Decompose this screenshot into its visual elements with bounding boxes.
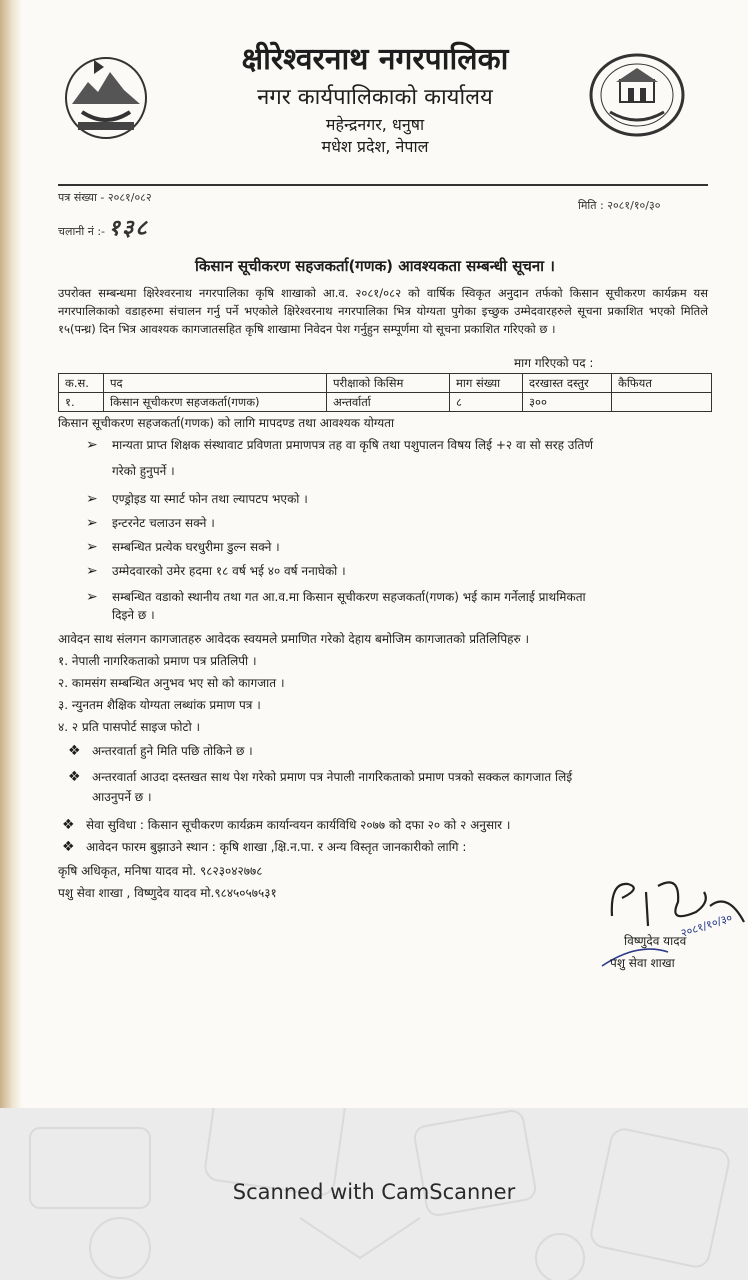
note-item: आउनुपर्ने छ । <box>92 790 152 804</box>
table-cell: १. <box>59 393 104 412</box>
document-item: ४. २ प्रति पासपोर्ट साइज फोटो । <box>58 720 201 734</box>
posts-heading: माग गरिएको पद : <box>514 356 594 370</box>
document-item: २. कामसंग सम्बन्धित अनुभव भए सो को कागजात । <box>58 676 285 690</box>
requirements-title: किसान सूचीकरण सहजकर्ता(गणक) को लागि मापदण्ड तथा आवश्यक योग्यता <box>58 416 395 430</box>
table-header-cell: माग संख्या <box>450 374 523 393</box>
dispatch-number-label: चलानी नं :- <box>58 225 106 238</box>
signatory-name: विष्णुदेव यादव <box>624 934 687 948</box>
list-item: उम्मेदवारको उमेर हदमा १८ वर्ष भई ४० वर्ष ननाघेको । <box>112 564 346 578</box>
camscanner-watermark: Scanned with CamScanner <box>232 1180 516 1204</box>
note-item: अन्तरवार्ता हुने मिति पछि तोकिने छ । <box>92 744 253 758</box>
table-header-cell: परीक्षाको किसिम <box>327 374 450 393</box>
arrow-bullet-icon: ➢ <box>86 539 98 555</box>
header-divider <box>58 184 708 186</box>
table-cell: ३०० <box>523 393 612 412</box>
list-item: सम्बन्धित प्रत्येक घरधुरीमा डुल्न सक्ने । <box>112 540 280 554</box>
contact-item: पशु सेवा शाखा , विष्णुदेव यादव मो.९८४५०५७५३१ <box>58 886 277 900</box>
table-cell <box>612 393 712 412</box>
table-cell: अन्तर्वार्ता <box>327 393 450 412</box>
dispatch-number-value: १३८ <box>108 215 149 241</box>
notice-subject: किसान सूचीकरण सहजकर्ता(गणक) आवश्यकता सम्बन्धी सूचना । <box>195 257 555 275</box>
document-item: १. नेपाली नागरिकताको प्रमाण पत्र प्रतिलिपी । <box>58 654 257 668</box>
signatory-section: पशु सेवा शाखा <box>610 956 675 970</box>
note-item: आवेदन फारम बुझाउने स्थान : कृषि शाखा ,क्षि.न.पा. र अन्य विस्तृत जानकारीको लागि : <box>86 840 467 854</box>
arrow-bullet-icon: ➢ <box>86 563 98 579</box>
office-subtitle: नगर कार्यपालिकाको कार्यालय <box>257 85 493 110</box>
table-header-cell: क.स. <box>59 374 104 393</box>
letter-date: मिति : २०८१/१०/३० <box>578 199 661 212</box>
letterhead <box>150 38 600 158</box>
table-row <box>59 393 712 412</box>
arrow-bullet-icon: ➢ <box>86 589 98 605</box>
table-header-cell: पद <box>104 374 327 393</box>
office-province: मधेश प्रदेश, नेपाल <box>321 137 429 156</box>
signature-date: २०८१/१०/३० <box>679 911 734 940</box>
municipality-emblem-icon <box>58 48 154 144</box>
diamond-bullet-icon: ❖ <box>62 817 75 833</box>
diamond-bullet-icon: ❖ <box>62 839 75 855</box>
list-item: गरेको हुनुपर्ने । <box>112 464 175 478</box>
table-header-cell: कैफियत <box>612 374 712 393</box>
arrow-bullet-icon: ➢ <box>86 437 98 453</box>
diamond-bullet-icon: ❖ <box>68 769 81 785</box>
arrow-bullet-icon: ➢ <box>86 491 98 507</box>
dispatch-number <box>58 212 149 242</box>
list-item: दिइने छ । <box>112 608 155 622</box>
list-item: मान्यता प्राप्त शिक्षक संस्थावाट प्रविणता प्रमाणपत्र तह वा कृषि तथा पशुपालन विषय लिई +२ वा सो सरह उतिर्ण <box>112 438 594 452</box>
diamond-bullet-icon: ❖ <box>68 743 81 759</box>
table-header-cell: दरखास्त दस्तुर <box>523 374 612 393</box>
list-item: सम्बन्धित वडाको स्थानीय तथा गत आ.व.मा किसान सूचीकरण सहजकर्ता(गणक) भई काम गर्नेलाई प्राथमिकता <box>112 590 586 604</box>
document-item: ३. न्युनतम शैक्षिक योग्यता लब्धांक प्रमाण पत्र । <box>58 698 261 712</box>
arrow-bullet-icon: ➢ <box>86 515 98 531</box>
municipality-seal-icon <box>588 52 686 138</box>
table-cell: ८ <box>450 393 523 412</box>
documents-intro: आवेदन साथ संलगन कागजातहरु आवेदक स्वयमले प्रमाणित गरेको देहाय बमोजिम कागजातको प्रतिलिपिहरु । <box>58 632 530 646</box>
signature-block <box>598 862 748 982</box>
office-place: महेन्द्रनगर, धनुषा <box>325 115 425 134</box>
table-header-row <box>59 374 712 393</box>
list-item: इन्टरनेट चलाउन सक्ने । <box>112 516 215 530</box>
posts-table <box>58 373 712 412</box>
note-item: अन्तरवार्ता आउदा दस्तखत साथ पेश गरेको प्रमाण पत्र नेपाली नागरिकताको प्रमाण पत्रको सक्कल कागजात लिई <box>92 770 573 784</box>
note-item: सेवा सुविधा : किसान सूचीकरण कार्यक्रम कार्यान्वयन कार्यविधि २०७७ को दफा २० को २ अनुसार । <box>86 818 511 832</box>
notice-intro: उपरोक्त सम्बन्धमा क्षिरेश्वरनाथ नगरपालिका कृषि शाखाको आ.व. २०८१/०८२ को वार्षिक स्विकृत अनुदान तर्फको किसान सूचीकरण कार्यक्रम यस नगरपालिकाको वडाहरुमा संचालन गर्नु पर्ने भएकोले क्षिरेश्वरनाथ नगरपालिका भित्र योग्यता पुगेका इच्छुक उम्मेदवारहरुले सूचना प्रकाशित भएको मितिले १५(पन्ध्र) दिन भित्र आवश्यक कागजातसहित कृषि शाखामा निवेदन पेश गर्नुहुन सम्पूर्णमा यो सूचना प्रकाशित गरिएको छ । <box>58 286 708 336</box>
list-item: एण्ड्रोइड या स्मार्ट फोन तथा ल्यापटप भएको । <box>112 492 308 506</box>
letter-number: पत्र संख्या - २०८१/०८२ <box>58 191 152 204</box>
table-cell: किसान सूचीकरण सहजकर्ता(गणक) <box>104 393 327 412</box>
municipality-title: क्षीरेश्वरनाथ नगरपालिका <box>241 42 509 77</box>
contact-item: कृषि अधिकृत, मनिषा यादव मो. ९८२३०४२७७८ <box>58 864 263 878</box>
